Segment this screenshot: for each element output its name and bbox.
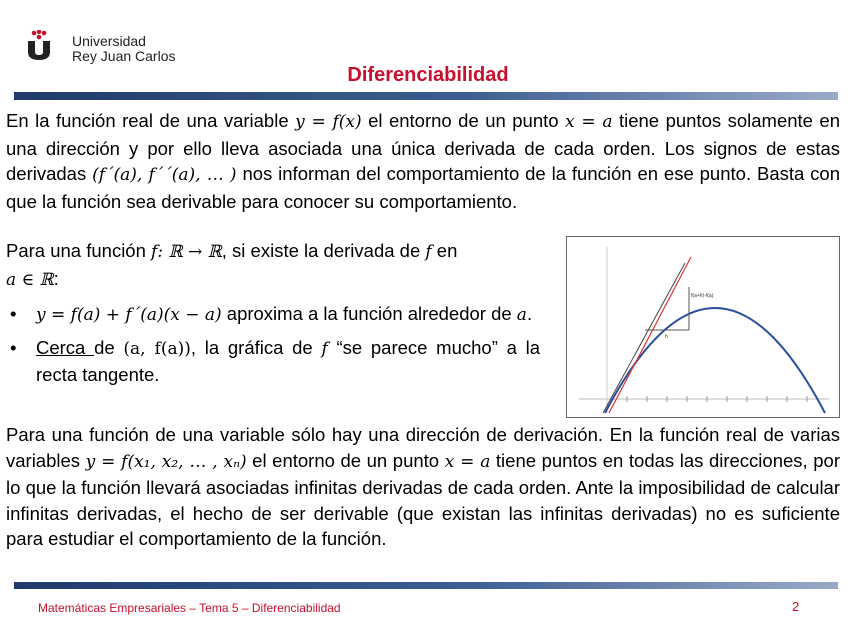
page-number: 2	[792, 599, 800, 614]
header-divider-bar	[14, 92, 838, 100]
tangent-line	[609, 257, 691, 413]
text-segment: aproxima a la función alrededor de	[221, 303, 517, 324]
list-item	[6, 301, 540, 329]
footer-text: Matemáticas Empresariales – Tema 5 – Diferenciabilidad	[38, 601, 341, 615]
math-expression: y = f(x)	[295, 112, 362, 132]
text-segment: nos informan del comportamiento de la función en ese punto. Basta con que la función sea derivable para conocer su comportamiento.	[6, 163, 841, 212]
text-segment: el entorno de un punto	[246, 449, 445, 471]
text-segment: “se parece mucho” a la recta tangente.	[36, 336, 541, 385]
math-expression: (a, f(a))	[123, 338, 191, 359]
footer-divider-bar	[14, 582, 838, 589]
text-segment: el entorno de un punto	[361, 110, 566, 131]
text-segment: en	[431, 240, 458, 261]
list-item	[6, 335, 540, 388]
text-segment: de	[94, 336, 124, 358]
text-segment: En la función real de una variable	[6, 110, 296, 131]
math-expression: x = a	[565, 112, 613, 132]
university-line-2: Rey Juan Carlos	[72, 48, 176, 64]
run-label: h	[665, 334, 668, 340]
multivariable-paragraph	[6, 422, 840, 552]
rise-label: f(a+h)-f(a)	[691, 293, 714, 299]
definition-intro	[6, 238, 540, 293]
text-segment: tiene puntos en todas las direcciones, por lo que la función llevará asociadas infinitas derivadas de cada orden. Ante la imposibilidad de calcular infinitas derivadas, el hecho de ser derivable (que existan las infinitas derivadas) no es suficiente para estudiar el comportamiento de la función.	[6, 449, 840, 549]
slide-title: Diferenciabilidad	[347, 64, 509, 86]
function-curve	[605, 308, 825, 413]
university-line-1: Universidad	[72, 33, 146, 49]
math-expression: a	[516, 305, 527, 325]
urjc-emblem-icon	[26, 30, 52, 60]
math-expression: x = a	[444, 451, 491, 472]
derivative-definition-block	[6, 238, 540, 394]
math-expression: (f´(a), f´´(a), … )	[92, 165, 237, 185]
tangent-line-figure	[566, 236, 840, 418]
text-segment: Para una función de una variable sólo hay una dirección de derivación. En la función real de varias variables	[6, 424, 840, 471]
underlined-text: Cerca	[36, 336, 95, 358]
math-expression: f	[425, 242, 432, 262]
math-expression: y = f(x₁, x₂, … , xₙ)	[85, 451, 247, 472]
text-segment: , la gráfica de	[190, 336, 322, 358]
university-logo	[26, 12, 186, 68]
math-expression: f	[321, 338, 328, 359]
secant-line	[603, 263, 685, 413]
math-expression: y = f(a) + f´(a)(x − a)	[36, 305, 222, 325]
intro-paragraph	[6, 108, 840, 214]
text-segment: , si existe la derivada de	[221, 240, 426, 261]
math-expression: a ∈ ℝ	[6, 269, 54, 290]
bullet-list	[6, 301, 540, 388]
text-segment: Para una función	[6, 240, 152, 261]
text-segment: :	[53, 267, 59, 289]
university-name	[72, 34, 176, 64]
tangent-plot	[567, 237, 839, 417]
text-segment: tiene puntos solamente en una dirección y por ello lleva asociada una única derivada de cada orden. Los signos de estas derivadas	[6, 110, 840, 184]
math-expression: f: ℝ → ℝ	[151, 242, 222, 262]
text-segment: .	[526, 303, 533, 324]
